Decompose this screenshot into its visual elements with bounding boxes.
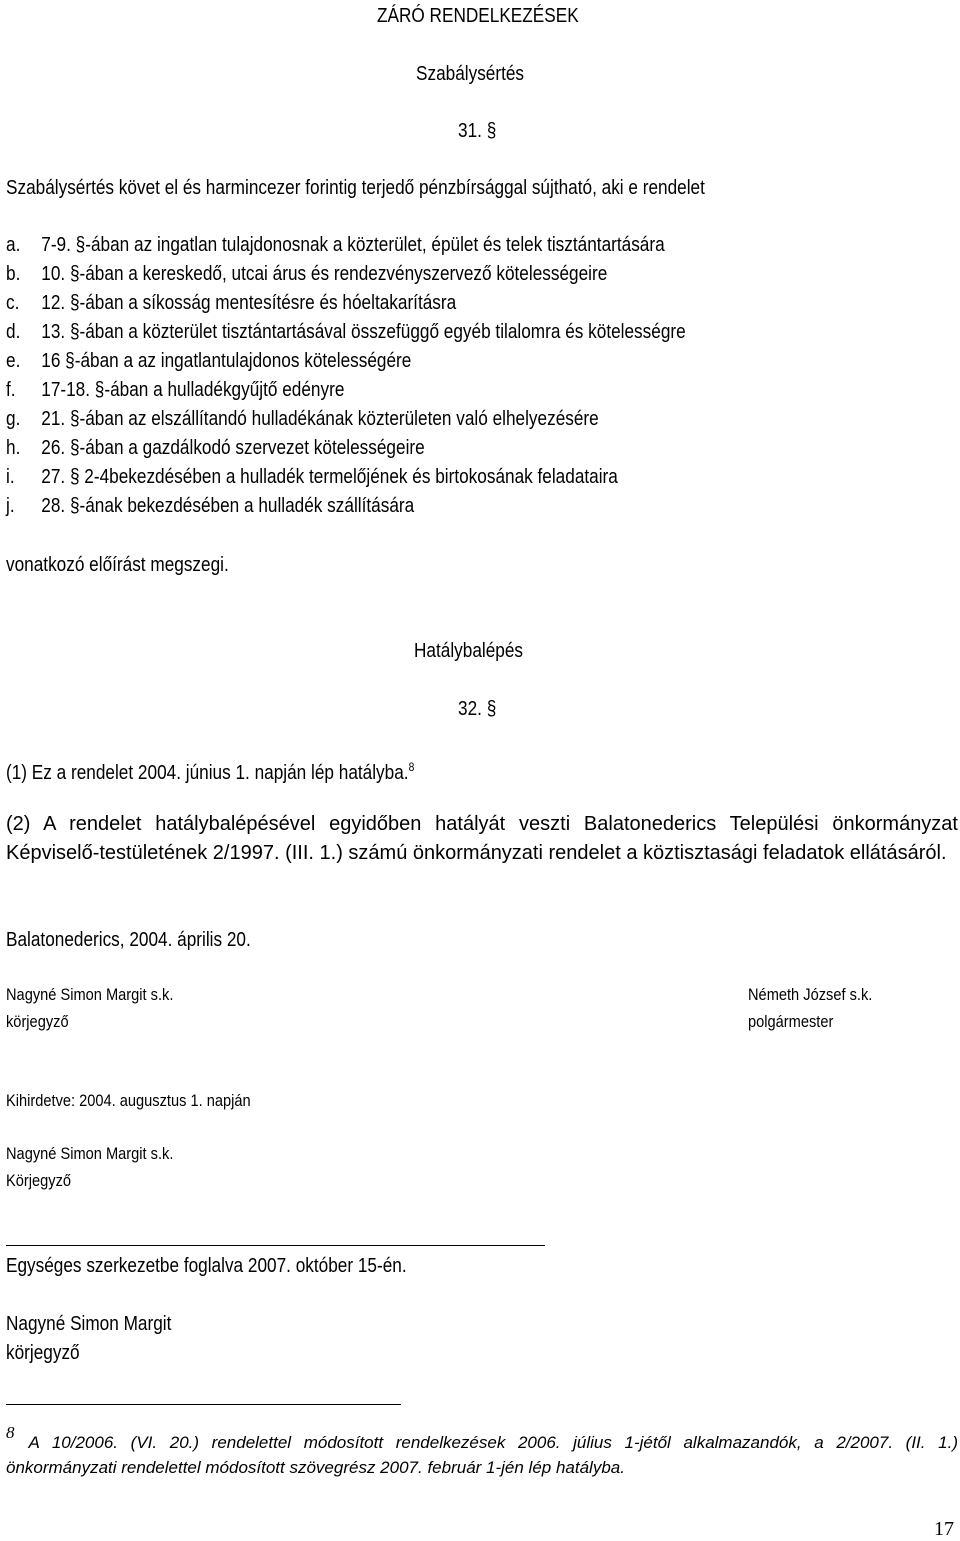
list-item: d. 13. §-ában a közterület tisztántartásával összefüggő egyéb tilalomra és kötelességre: [6, 321, 686, 343]
list-item: a. 7-9. §-ában az ingatlan tulajdonosnak a közterület, épület és telek tisztántartására: [6, 234, 665, 256]
list-item: h. 26. §-ában a gazdálkodó szervezet kötelességeire: [6, 437, 425, 459]
footnote-text: A 10/2006. (VI. 20.) rendelettel módosított rendelkezések 2006. július 1-jétől alkalmazandók, a 2/2007. (II. 1.) önkormányzati rendelettel módosított szövegrész 2007. február 1-jén lép hatályba.: [6, 1433, 958, 1477]
place-date: Balatonederics, 2004. április 20.: [6, 929, 251, 951]
effect-paragraph-1: (1) Ez a rendelet 2004. június 1. napján lép hatályba.$^8$: [6, 760, 415, 784]
signature-left-title: körjegyző: [6, 1012, 69, 1031]
promulgation-title: Körjegyző: [6, 1171, 72, 1190]
section-title: Szabálysértés: [416, 63, 525, 85]
signature-left-name: Nagyné Simon Margit s.k.: [6, 985, 174, 1004]
consolidation-title: körjegyző: [6, 1342, 80, 1364]
list-item: j. 28. §-ának bekezdésében a hulladék szállítására: [6, 495, 415, 517]
closing-clause: vonatkozó előírást megszegi.: [6, 554, 229, 576]
footnote-mark: 8: [6, 1423, 15, 1442]
intro-paragraph: Szabálysértés követ el és harmincezer forintig terjedő pénzbírsággal sújtható, aki e rendelet: [6, 177, 705, 199]
chapter-title: ZÁRÓ RENDELKEZÉSEK: [377, 5, 579, 27]
footnote-reference: 8: [408, 760, 415, 774]
list-item: c. 12. §-ában a síkosság mentesítésre és hóeltakarításra: [6, 292, 457, 314]
effect-paragraph-number: 32. §: [458, 698, 497, 720]
consolidation-name: Nagyné Simon Margit: [6, 1313, 172, 1335]
list-item: i. 27. § 2-4bekezdésében a hulladék termelőjének és birtokosának feladataira: [6, 466, 618, 488]
paragraph-number: 31. §: [458, 120, 497, 142]
page-number: 17: [934, 1518, 954, 1540]
signature-right-name: Németh József s.k.: [748, 985, 873, 1004]
list-item: e. 16 §-ában a az ingatlantulajdonos kötelességére: [6, 350, 412, 372]
list-item: g. 21. §-ában az elszállítandó hulladékának közterületen való elhelyezésére: [6, 408, 599, 430]
list-item: b. 10. §-ában a kereskedő, utcai árus és rendezvényszervező kötelességeire: [6, 263, 608, 285]
effect-paragraph-2: (2) A rendelet hatálybalépésével egyidőben hatályát veszti Balatonederics Települési önkormányzat Képviselő-testületének 2/1997. (III. 1.) számú önkormányzati rendelet a köztisztasági feladatok ellátásáról.: [6, 813, 958, 864]
footnote: [6, 1420, 958, 1480]
promulgation-name: Nagyné Simon Margit s.k.: [6, 1144, 174, 1163]
consolidation-text: Egységes szerkezetbe foglalva 2007. október 15-én.: [6, 1255, 407, 1277]
promulgation-text: Kihirdetve: 2004. augusztus 1. napján: [6, 1091, 251, 1110]
footnote-separator: [6, 1404, 401, 1405]
list-item: f. 17-18. §-ában a hulladékgyűjtő edényre: [6, 379, 345, 401]
separator-line: [6, 1245, 545, 1246]
effect-section-title: Hatálybalépés: [414, 640, 524, 662]
signature-right-title: polgármester: [748, 1012, 834, 1031]
